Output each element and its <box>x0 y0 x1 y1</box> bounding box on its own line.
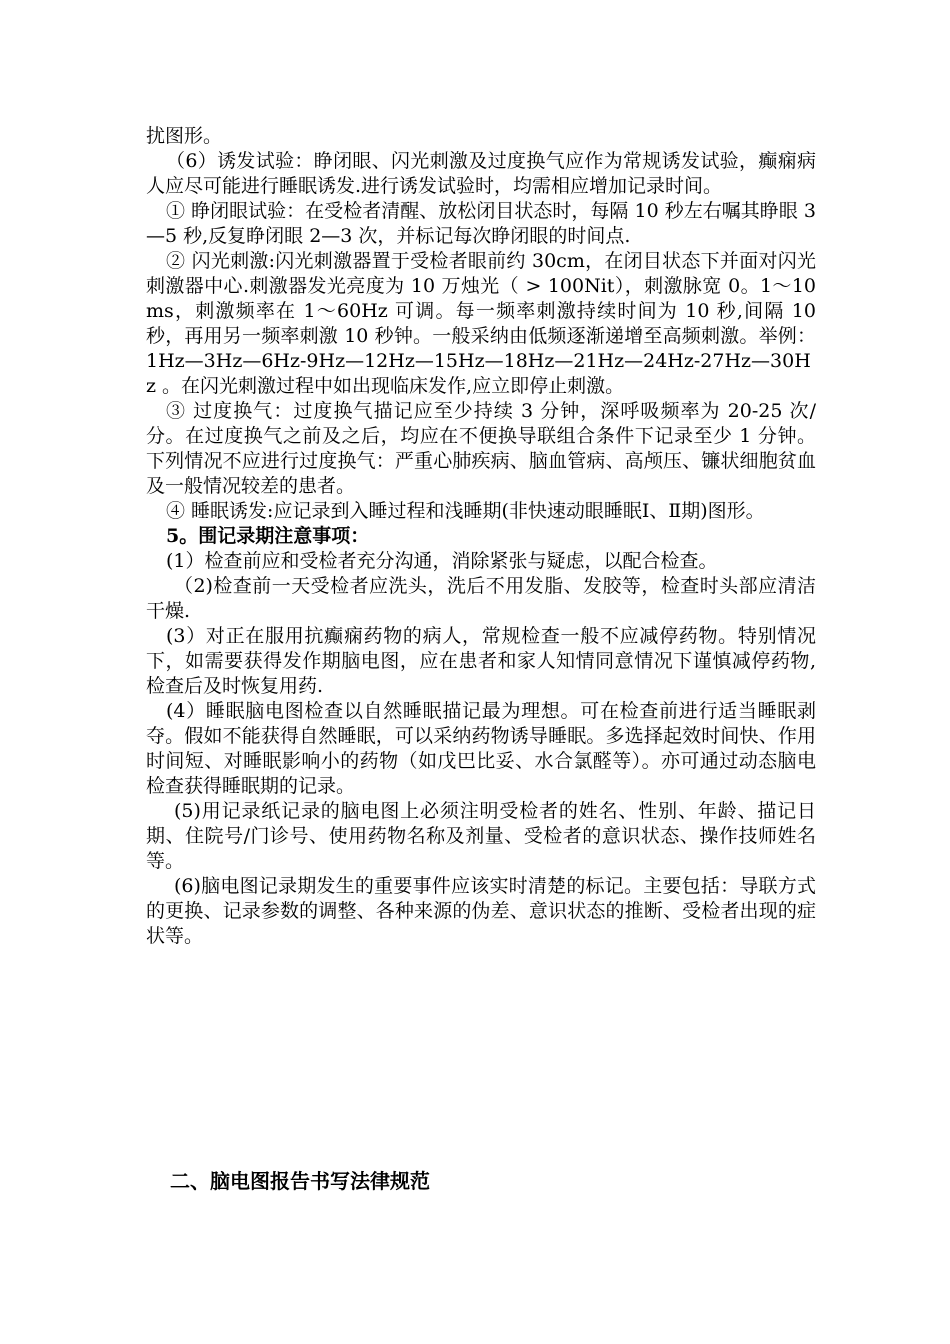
paragraph-precaution-1: (1）检查前应和受检者充分沟通，消除紧张与疑虑，以配合检查。 <box>166 550 718 572</box>
paragraph-precaution-5: (5)用记录纸记录的脑电图上必须注明受检者的姓名、性别、年龄、描记日期、住院号/门诊号、使用药物名称及剂量、受检者的意识状态、操作技师姓名等。 <box>146 800 816 872</box>
paragraph-hyperventilation: ③ 过度换气：过度换气描记应至少持续 3 分钟，深呼吸频率为 20-25 次/分。在过度换气之前及之后，均应在不便换导联组合条件下记录至少 1 分钟。下列情况不应进行过度换气：严重心肺疾病、脑血管病、高颅压、镰状细胞贫血及一般情况较差的患者。 <box>146 400 816 497</box>
paragraph-eye-open-close-test: ① 睁闭眼试验：在受检者清醒、放松闭目状态时，每隔 10 秒左右嘱其睁眼 3—5 秒,反复睁闭眼 2—3 次，并标记每次睁闭眼的时间点. <box>146 200 816 247</box>
paragraph-provocation-tests: （6）诱发试验：睁闭眼、闪光刺激及过度换气应作为常规诱发试验，癫痫病人应尽可能进行睡眠诱发.进行诱发试验时，均需相应增加记录时间。 <box>146 150 816 197</box>
paragraph-precaution-6: (6)脑电图记录期发生的重要事件应该实时清楚的标记。主要包括：导联方式的更换、记录参数的调整、各种来源的伪差、意识状态的推断、受检者出现的症状等。 <box>146 875 816 947</box>
paragraph-precaution-3: (3）对正在服用抗癫痫药物的病人，常规检查一般不应减停药物。特别情况下，如需要获得发作期脑电图，应在患者和家人知情同意情况下谨慎减停药物,检查后及时恢复用药. <box>146 625 816 697</box>
section-heading: 二、脑电图报告书写法律规范 <box>170 1169 430 1193</box>
paragraph-continuation: 扰图形。 <box>146 125 223 147</box>
paragraph-photic-stimulation: ② 闪光刺激:闪光刺激器置于受检者眼前约 30cm，在闭目状态下并面对闪光刺激器中心.刺激器发光亮度为 10 万烛光（ > 100Nit），刺激脉宽 0。1～10ms，刺激频率在 1～60Hz 可调。每一频率刺激持续时间为 10 秒,间隔 10 秒，再用另一频率刺激 10 秒钟。一般采纳由低频逐渐递增至高频刺激。举例：1Hz—3Hz—6Hz-9Hz—12Hz—15Hz—18Hz—21Hz—24Hz-27Hz—30Hz 。在闪光刺激过程中如出现临床发作,应立即停止刺激。 <box>146 250 816 397</box>
paragraph-precaution-4: (4）睡眠脑电图检查以自然睡眠描记最为理想。可在检查前进行适当睡眠剥夺。假如不能获得自然睡眠，可以采纳药物诱导睡眠。多选择起效时间快、作用时间短、对睡眠影响小的药物（如戊巴比妥、水合氯醛等）。亦可通过动态脑电检查获得睡眠期的记录。 <box>146 700 816 797</box>
paragraph-precaution-2: （2)检查前一天受检者应洗头，洗后不用发脂、发胶等，检查时头部应清洁干燥. <box>146 575 816 622</box>
subheading-recording-precautions: 5。围记录期注意事项： <box>166 525 370 547</box>
document-body <box>146 124 816 949</box>
paragraph-sleep-induction: ④ 睡眠诱发:应记录到入睡过程和浅睡期(非快速动眼睡眠Ⅰ、Ⅱ期)图形。 <box>166 500 765 522</box>
